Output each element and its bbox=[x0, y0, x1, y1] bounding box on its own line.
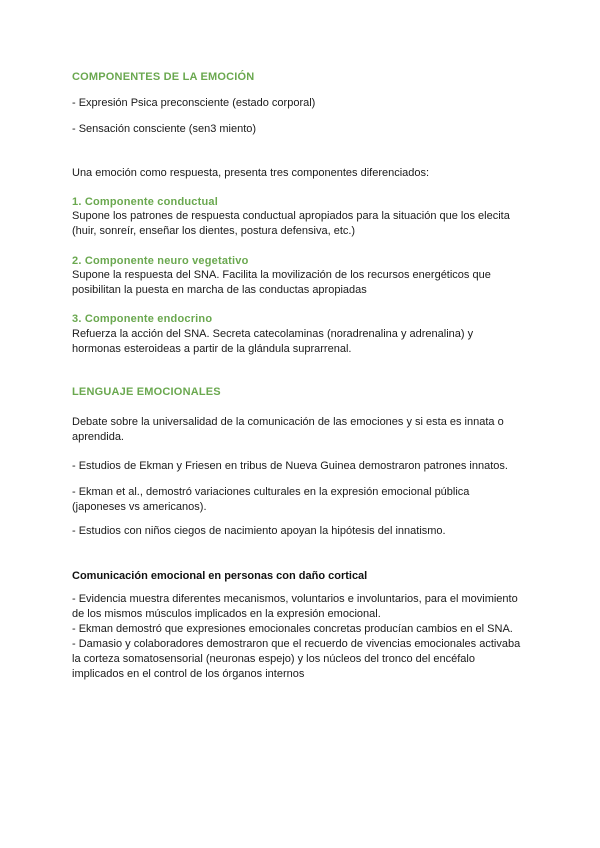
list-item: - Ekman et al., demostró variaciones culturales en la expresión emocional pública (japoneses vs americanos). bbox=[72, 486, 470, 513]
list-item: - Estudios con niños ciegos de nacimiento apoyan la hipótesis del innatismo. bbox=[72, 525, 446, 537]
list-item: - Sensación consciente (sen3 miento) bbox=[72, 123, 257, 135]
component-heading-conductual: 1. Componente conductual bbox=[72, 196, 218, 208]
component-paragraph-neurovegetativo: Supone la respuesta del SNA. Facilita la movilización de los recursos energéticos que posibilitan la puesta en marcha de las conductas apropiadas bbox=[72, 269, 491, 296]
section-heading-componentes: COMPONENTES DE LA EMOCIÓN bbox=[72, 71, 255, 83]
component-heading-neurovegetativo: 2. Componente neuro vegetativo bbox=[72, 255, 249, 267]
intro-paragraph: Una emoción como respuesta, presenta tres componentes diferenciados: bbox=[72, 167, 430, 179]
component-paragraph-conductual: Supone los patrones de respuesta conductual apropiados para la situación que los elecita (huir, sonreír, enseñar los dientes, postura defensiva, etc.) bbox=[72, 210, 510, 237]
component-heading-endocrino: 3. Componente endocrino bbox=[72, 313, 213, 325]
list-item: - Estudios de Ekman y Friesen en tribus de Nueva Guinea demostraron patrones innatos. bbox=[72, 460, 508, 472]
section-heading-lenguaje: LENGUAJE EMOCIONALES bbox=[72, 386, 221, 398]
lenguaje-intro-paragraph: Debate sobre la universalidad de la comunicación de las emociones y si esta es innata o aprendida. bbox=[72, 416, 504, 443]
section-heading-comunicacion: Comunicación emocional en personas con daño cortical bbox=[72, 570, 368, 582]
component-paragraph-endocrino: Refuerza la acción del SNA. Secreta catecolaminas (noradrenalina y adrenalina) y hormonas esteroideas a partir de la glándula suprarrenal. bbox=[72, 328, 474, 355]
comunicacion-paragraph: - Evidencia muestra diferentes mecanismos, voluntarios e involuntarios, para el movimiento de los mismos músculos implicados en la expresión emocional. - Ekman demostró que expresiones emocionales concretas producían cambios en el SNA. - Damasio y colaboradores demostraron que el recuerdo de vivencias emocionales activaba la corteza somatosensorial (neuronas espejo) y los núcleos del tronco del encéfalo implicados en el control de los órganos internos bbox=[72, 593, 521, 680]
list-item: - Expresión Psica preconsciente (estado corporal) bbox=[72, 97, 316, 109]
